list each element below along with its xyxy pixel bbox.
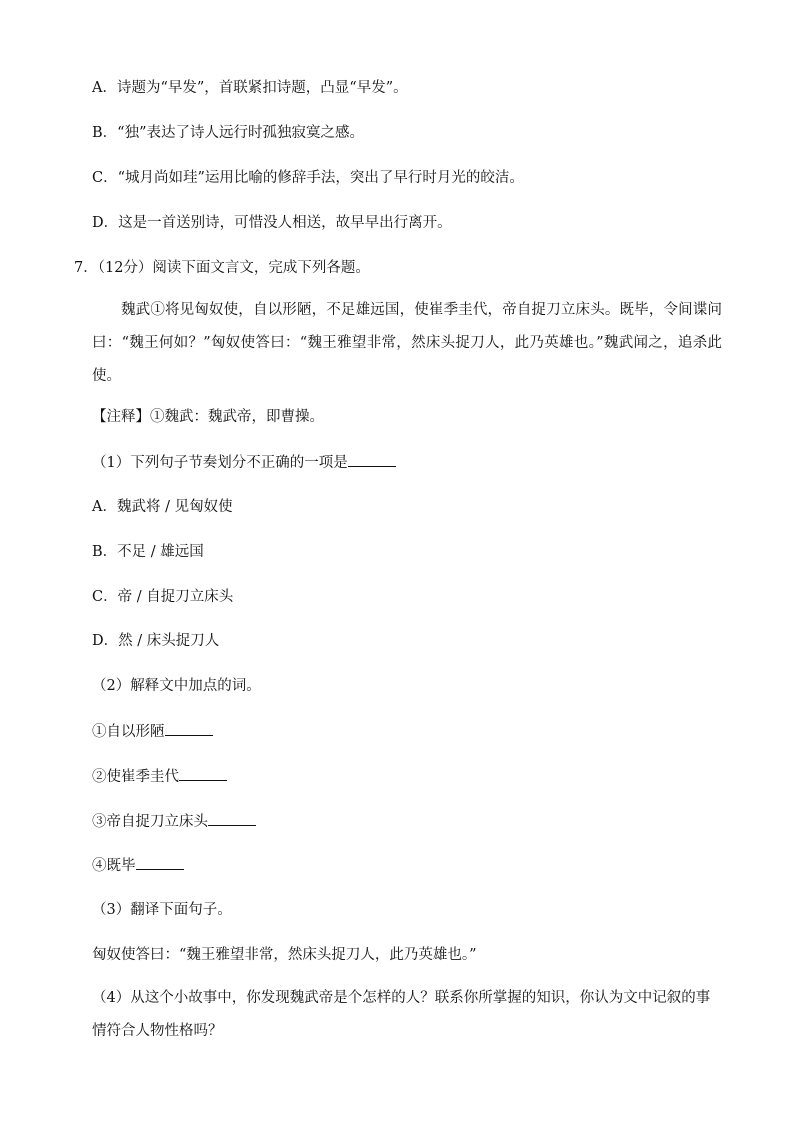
q7-sub2-item-2 bbox=[92, 766, 227, 787]
q7-sub2-prompt: （2）解释文中加点的词。 bbox=[92, 678, 261, 694]
q7-note: 【注释】①魏武：魏武帝，即曹操。 bbox=[92, 409, 324, 425]
q6-option-b: B．“独”表达了诗人远行时孤独寂寞之感。 bbox=[92, 125, 364, 141]
q7-sub3-prompt: （3）翻译下面句子。 bbox=[92, 902, 232, 918]
q7-sub2-item-label: ③帝自捉刀立床头 bbox=[92, 814, 208, 830]
answer-blank[interactable] bbox=[348, 452, 396, 467]
q6-option-d: D．这是一首送别诗，可惜没人相送，故早早出行离开。 bbox=[92, 215, 452, 231]
q7-sub1-option-d: D．然 / 床头捉刀人 bbox=[92, 633, 220, 649]
q6-option-c: C．“城月尚如珪”运用比喻的修辞手法，突出了早行时月光的皎洁。 bbox=[92, 170, 524, 186]
q7-sub2-item-label: ④既毕 bbox=[92, 858, 136, 874]
answer-blank[interactable] bbox=[136, 855, 184, 870]
q7-sub1-option-a: A．魏武将 / 见匈奴使 bbox=[92, 499, 233, 515]
q7-sub4-prompt: （4）从这个小故事中，你发现魏武帝是个怎样的人？联系你所掌握的知识，你认为文中记叙的事情符合人物性格吗？ bbox=[92, 990, 711, 1039]
q7-sub1-question bbox=[92, 452, 396, 473]
q7-sub1-option-b: B．不足 / 雄远国 bbox=[92, 544, 204, 560]
answer-blank[interactable] bbox=[165, 721, 213, 736]
q7-sub2-item-label: ②使崔季圭代 bbox=[92, 769, 179, 785]
answer-blank[interactable] bbox=[179, 766, 227, 781]
q7-sub2-item-4 bbox=[92, 855, 184, 876]
q7-sub2-item-1 bbox=[92, 721, 213, 742]
q7-sub1-option-c: C．帝 / 自捉刀立床头 bbox=[92, 589, 234, 605]
q7-sub2-item-3 bbox=[92, 811, 256, 832]
q7-header: 7．（12分）阅读下面文言文，完成下列各题。 bbox=[74, 260, 370, 276]
q7-sub2-item-label: ①自以形陋 bbox=[92, 724, 165, 740]
q7-sub1-prompt: （1）下列句子节奏划分不正确的一项是 bbox=[92, 455, 348, 471]
answer-blank[interactable] bbox=[208, 811, 256, 826]
q6-option-a: A．诗题为“早发”，首联紧扣诗题，凸显“早发”。 bbox=[92, 80, 408, 96]
q7-sub3-sentence: 匈奴使答曰：“魏王雅望非常，然床头捉刀人，此乃英雄也。” bbox=[92, 947, 477, 963]
q7-passage: 魏武①将见匈奴使，自以形陋，不足雄远国，使崔季圭代，帝自捉刀立床头。既毕，令间谍问曰：“魏王何如？”匈奴使答曰：“魏王雅望非常，然床头捉刀人，此乃英雄也。”魏武闻之，追杀此使。 bbox=[92, 302, 722, 384]
